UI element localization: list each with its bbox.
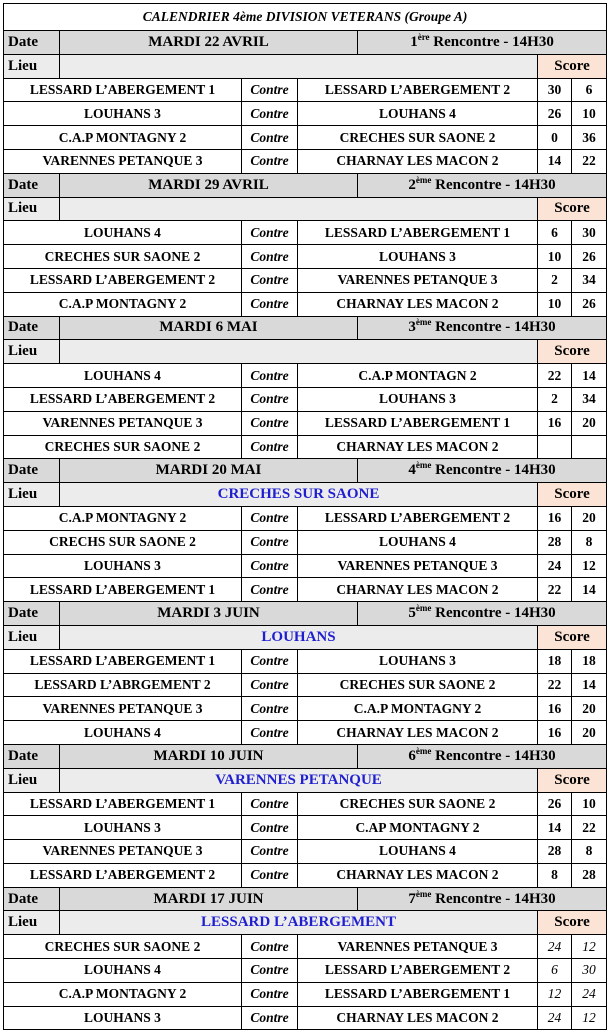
away-score: 14: [572, 578, 607, 602]
home-team: LOUHANS 3: [4, 102, 242, 126]
contre-label: Contre: [242, 982, 298, 1006]
score-header: Score: [538, 625, 607, 649]
match-row: [4, 387, 607, 411]
round-venue-row: [4, 54, 607, 78]
away-score: 10: [572, 792, 607, 816]
venue: LOUHANS: [60, 625, 538, 649]
away-team: LOUHANS 3: [298, 387, 538, 411]
away-team: CRECHES SUR SAONE 2: [298, 673, 538, 697]
away-score: 20: [572, 697, 607, 721]
contre-label: Contre: [242, 863, 298, 887]
away-score: 20: [572, 721, 607, 745]
home-score: 30: [538, 78, 572, 102]
match-row: [4, 435, 607, 459]
venue: VARENNES PETANQUE: [60, 768, 538, 792]
home-score: 22: [538, 364, 572, 388]
round-number: 2: [408, 176, 416, 193]
contre-label: Contre: [242, 721, 298, 745]
contre-label: Contre: [242, 792, 298, 816]
round-date-row: [4, 887, 607, 911]
contre-label: Contre: [242, 673, 298, 697]
home-score: 8: [538, 863, 572, 887]
away-score: 36: [572, 126, 607, 150]
away-team: C.A.P MONTAGNY 2: [298, 697, 538, 721]
round-date-row: [4, 316, 607, 340]
match-row: [4, 411, 607, 435]
home-score: 28: [538, 840, 572, 864]
home-team: LOUHANS 3: [4, 1006, 242, 1030]
round-date: MARDI 10 JUIN: [60, 744, 358, 768]
match-row: [4, 554, 607, 578]
away-team: LESSARD L’ABERGEMENT 1: [298, 221, 538, 245]
contre-label: Contre: [242, 554, 298, 578]
round-ordinal: ème: [415, 888, 432, 899]
away-team: CHARNAY LES MACON 2: [298, 292, 538, 316]
round-title: [358, 31, 607, 55]
away-team: CHARNAY LES MACON 2: [298, 1006, 538, 1030]
match-row: [4, 816, 607, 840]
round-date: MARDI 29 AVRIL: [60, 173, 358, 197]
round-ordinal: ème: [415, 603, 432, 614]
date-label: Date: [4, 887, 60, 911]
match-row: [4, 959, 607, 983]
away-score: 18: [572, 649, 607, 673]
lieu-label: Lieu: [4, 54, 60, 78]
home-team: CRECHES SUR SAONE 2: [4, 435, 242, 459]
match-row: [4, 792, 607, 816]
round-suffix: Rencontre - 14H30: [429, 33, 554, 50]
away-team: LOUHANS 4: [298, 102, 538, 126]
home-team: CRECHES SUR SAONE 2: [4, 245, 242, 269]
away-team: CHARNAY LES MACON 2: [298, 435, 538, 459]
home-team: C.A.P MONTAGNY 2: [4, 982, 242, 1006]
away-team: VARENNES PETANQUE 3: [298, 554, 538, 578]
match-row: [4, 982, 607, 1006]
home-score: 10: [538, 292, 572, 316]
home-score: [538, 435, 572, 459]
away-team: CHARNAY LES MACON 2: [298, 863, 538, 887]
lieu-label: Lieu: [4, 625, 60, 649]
match-row: [4, 649, 607, 673]
home-team: C.A.P MONTAGNY 2: [4, 292, 242, 316]
away-team: LOUHANS 3: [298, 649, 538, 673]
contre-label: Contre: [242, 578, 298, 602]
round-title: [358, 887, 607, 911]
home-score: 24: [538, 935, 572, 959]
date-label: Date: [4, 173, 60, 197]
home-score: 6: [538, 221, 572, 245]
round-number: 4: [408, 462, 416, 479]
contre-label: Contre: [242, 649, 298, 673]
away-score: [572, 435, 607, 459]
round-date: MARDI 3 JUIN: [60, 602, 358, 626]
home-score: 6: [538, 959, 572, 983]
round-date-row: [4, 173, 607, 197]
round-date-row: [4, 31, 607, 55]
contre-label: Contre: [242, 78, 298, 102]
contre-label: Contre: [242, 959, 298, 983]
round-number: 5: [408, 605, 416, 622]
venue: [60, 340, 538, 364]
match-row: [4, 863, 607, 887]
away-score: 34: [572, 387, 607, 411]
match-row: [4, 292, 607, 316]
home-score: 26: [538, 792, 572, 816]
home-team: C.A.P MONTAGNY 2: [4, 126, 242, 150]
match-row: [4, 221, 607, 245]
away-team: LOUHANS 3: [298, 245, 538, 269]
contre-label: Contre: [242, 102, 298, 126]
home-score: 16: [538, 411, 572, 435]
away-team: C.A.P MONTAGN 2: [298, 364, 538, 388]
lieu-label: Lieu: [4, 483, 60, 507]
home-score: 18: [538, 649, 572, 673]
home-score: 10: [538, 245, 572, 269]
away-team: CHARNAY LES MACON 2: [298, 149, 538, 173]
home-score: 0: [538, 126, 572, 150]
round-date-row: [4, 602, 607, 626]
round-venue-row: [4, 483, 607, 507]
round-ordinal: ère: [417, 31, 430, 42]
match-row: [4, 935, 607, 959]
away-score: 6: [572, 78, 607, 102]
home-team: LOUHANS 4: [4, 721, 242, 745]
away-team: VARENNES PETANQUE 3: [298, 268, 538, 292]
round-venue-row: [4, 911, 607, 935]
round-ordinal: ème: [415, 174, 432, 185]
round-title: [358, 316, 607, 340]
match-row: [4, 721, 607, 745]
round-number: 6: [408, 747, 416, 764]
round-suffix: Rencontre - 14H30: [431, 319, 556, 336]
contre-label: Contre: [242, 126, 298, 150]
score-header: Score: [538, 768, 607, 792]
contre-label: Contre: [242, 697, 298, 721]
round-venue-row: [4, 197, 607, 221]
away-team: CHARNAY LES MACON 2: [298, 721, 538, 745]
contre-label: Contre: [242, 364, 298, 388]
home-team: LOUHANS 4: [4, 959, 242, 983]
away-score: 20: [572, 411, 607, 435]
lieu-label: Lieu: [4, 911, 60, 935]
home-score: 16: [538, 721, 572, 745]
date-label: Date: [4, 459, 60, 483]
home-team: LOUHANS 4: [4, 364, 242, 388]
home-score: 16: [538, 697, 572, 721]
contre-label: Contre: [242, 435, 298, 459]
away-score: 26: [572, 292, 607, 316]
match-row: [4, 1006, 607, 1030]
away-team: LESSARD L’ABERGEMENT 1: [298, 982, 538, 1006]
home-score: 16: [538, 506, 572, 530]
away-score: 34: [572, 268, 607, 292]
contre-label: Contre: [242, 387, 298, 411]
away-score: 12: [572, 554, 607, 578]
date-label: Date: [4, 744, 60, 768]
match-row: [4, 102, 607, 126]
round-ordinal: ème: [415, 460, 432, 471]
date-label: Date: [4, 602, 60, 626]
home-team: LESSARD L’ABERGEMENT 1: [4, 792, 242, 816]
round-number: 7: [408, 890, 416, 907]
contre-label: Contre: [242, 268, 298, 292]
home-team: LESSARD L’ABERGEMENT 1: [4, 649, 242, 673]
away-score: 26: [572, 245, 607, 269]
contre-label: Contre: [242, 1006, 298, 1030]
away-team: LESSARD L’ABERGEMENT 2: [298, 78, 538, 102]
away-score: 24: [572, 982, 607, 1006]
round-suffix: Rencontre - 14H30: [431, 462, 556, 479]
home-team: C.A.P MONTAGNY 2: [4, 506, 242, 530]
away-team: VARENNES PETANQUE 3: [298, 935, 538, 959]
venue: [60, 54, 538, 78]
home-score: 24: [538, 554, 572, 578]
match-row: [4, 364, 607, 388]
round-title: [358, 744, 607, 768]
home-score: 22: [538, 578, 572, 602]
away-team: LESSARD L’ABERGEMENT 2: [298, 506, 538, 530]
match-row: [4, 268, 607, 292]
match-row: [4, 840, 607, 864]
away-score: 8: [572, 840, 607, 864]
match-row: [4, 78, 607, 102]
score-header: Score: [538, 54, 607, 78]
contre-label: Contre: [242, 506, 298, 530]
home-team: LOUHANS 4: [4, 221, 242, 245]
away-score: 22: [572, 149, 607, 173]
round-venue-row: [4, 340, 607, 364]
away-team: CRECHES SUR SAONE 2: [298, 126, 538, 150]
away-score: 14: [572, 673, 607, 697]
round-title: [358, 602, 607, 626]
away-team: LOUHANS 4: [298, 530, 538, 554]
contre-label: Contre: [242, 245, 298, 269]
home-score: 12: [538, 982, 572, 1006]
venue: CRECHES SUR SAONE: [60, 483, 538, 507]
score-header: Score: [538, 483, 607, 507]
score-header: Score: [538, 197, 607, 221]
away-team: CHARNAY LES MACON 2: [298, 578, 538, 602]
home-team: LESSARD L’ABRGEMENT 2: [4, 673, 242, 697]
match-row: [4, 245, 607, 269]
contre-label: Contre: [242, 292, 298, 316]
away-score: 20: [572, 506, 607, 530]
away-score: 22: [572, 816, 607, 840]
match-row: [4, 673, 607, 697]
round-title: [358, 459, 607, 483]
contre-label: Contre: [242, 530, 298, 554]
home-score: 22: [538, 673, 572, 697]
round-number: 1: [410, 33, 418, 50]
round-ordinal: ème: [415, 317, 432, 328]
match-row: [4, 530, 607, 554]
home-team: VARENNES PETANQUE 3: [4, 697, 242, 721]
venue: [60, 197, 538, 221]
home-team: CRECHS SUR SAONE 2: [4, 530, 242, 554]
home-team: VARENNES PETANQUE 3: [4, 840, 242, 864]
away-score: 28: [572, 863, 607, 887]
round-suffix: Rencontre - 14H30: [431, 605, 556, 622]
calendar-table: [3, 3, 607, 1030]
round-date: MARDI 20 MAI: [60, 459, 358, 483]
round-suffix: Rencontre - 14H30: [431, 747, 556, 764]
away-team: C.AP MONTAGNY 2: [298, 816, 538, 840]
home-score: 26: [538, 102, 572, 126]
contre-label: Contre: [242, 411, 298, 435]
round-number: 3: [408, 319, 416, 336]
round-suffix: Rencontre - 14H30: [431, 176, 556, 193]
away-score: 8: [572, 530, 607, 554]
lieu-label: Lieu: [4, 197, 60, 221]
home-score: 14: [538, 149, 572, 173]
round-title: [358, 173, 607, 197]
contre-label: Contre: [242, 840, 298, 864]
away-score: 30: [572, 959, 607, 983]
home-team: LESSARD L’ABERGEMENT 2: [4, 387, 242, 411]
away-score: 12: [572, 935, 607, 959]
home-team: LOUHANS 3: [4, 816, 242, 840]
away-score: 30: [572, 221, 607, 245]
title-row: [4, 4, 607, 31]
contre-label: Contre: [242, 816, 298, 840]
match-row: [4, 697, 607, 721]
home-score: 28: [538, 530, 572, 554]
home-score: 2: [538, 387, 572, 411]
page-title: CALENDRIER 4ème DIVISION VETERANS (Groupe A): [4, 4, 607, 31]
round-date-row: [4, 459, 607, 483]
match-row: [4, 506, 607, 530]
home-team: LOUHANS 3: [4, 554, 242, 578]
lieu-label: Lieu: [4, 768, 60, 792]
round-venue-row: [4, 625, 607, 649]
away-score: 12: [572, 1006, 607, 1030]
home-score: 24: [538, 1006, 572, 1030]
round-date: MARDI 22 AVRIL: [60, 31, 358, 55]
contre-label: Contre: [242, 935, 298, 959]
home-team: LESSARD L’ABERGEMENT 2: [4, 268, 242, 292]
venue: LESSARD L’ABERGEMENT: [60, 911, 538, 935]
home-team: CRECHES SUR SAONE 2: [4, 935, 242, 959]
score-header: Score: [538, 911, 607, 935]
away-team: LESSARD L’ABERGEMENT 1: [298, 411, 538, 435]
match-row: [4, 149, 607, 173]
score-header: Score: [538, 340, 607, 364]
match-row: [4, 578, 607, 602]
round-date-row: [4, 744, 607, 768]
home-team: LESSARD L’ABERGEMENT 1: [4, 578, 242, 602]
round-ordinal: ème: [415, 745, 432, 756]
home-team: VARENNES PETANQUE 3: [4, 411, 242, 435]
round-venue-row: [4, 768, 607, 792]
away-score: 10: [572, 102, 607, 126]
home-score: 14: [538, 816, 572, 840]
round-suffix: Rencontre - 14H30: [431, 890, 556, 907]
contre-label: Contre: [242, 149, 298, 173]
match-row: [4, 126, 607, 150]
home-score: 2: [538, 268, 572, 292]
away-team: LOUHANS 4: [298, 840, 538, 864]
round-date: MARDI 6 MAI: [60, 316, 358, 340]
away-team: LESSARD L’ABERGEMENT 2: [298, 959, 538, 983]
home-team: LESSARD L’ABERGEMENT 2: [4, 863, 242, 887]
contre-label: Contre: [242, 221, 298, 245]
away-score: 14: [572, 364, 607, 388]
home-team: LESSARD L’ABERGEMENT 1: [4, 78, 242, 102]
away-team: CRECHES SUR SAONE 2: [298, 792, 538, 816]
home-team: VARENNES PETANQUE 3: [4, 149, 242, 173]
lieu-label: Lieu: [4, 340, 60, 364]
date-label: Date: [4, 31, 60, 55]
round-date: MARDI 17 JUIN: [60, 887, 358, 911]
date-label: Date: [4, 316, 60, 340]
